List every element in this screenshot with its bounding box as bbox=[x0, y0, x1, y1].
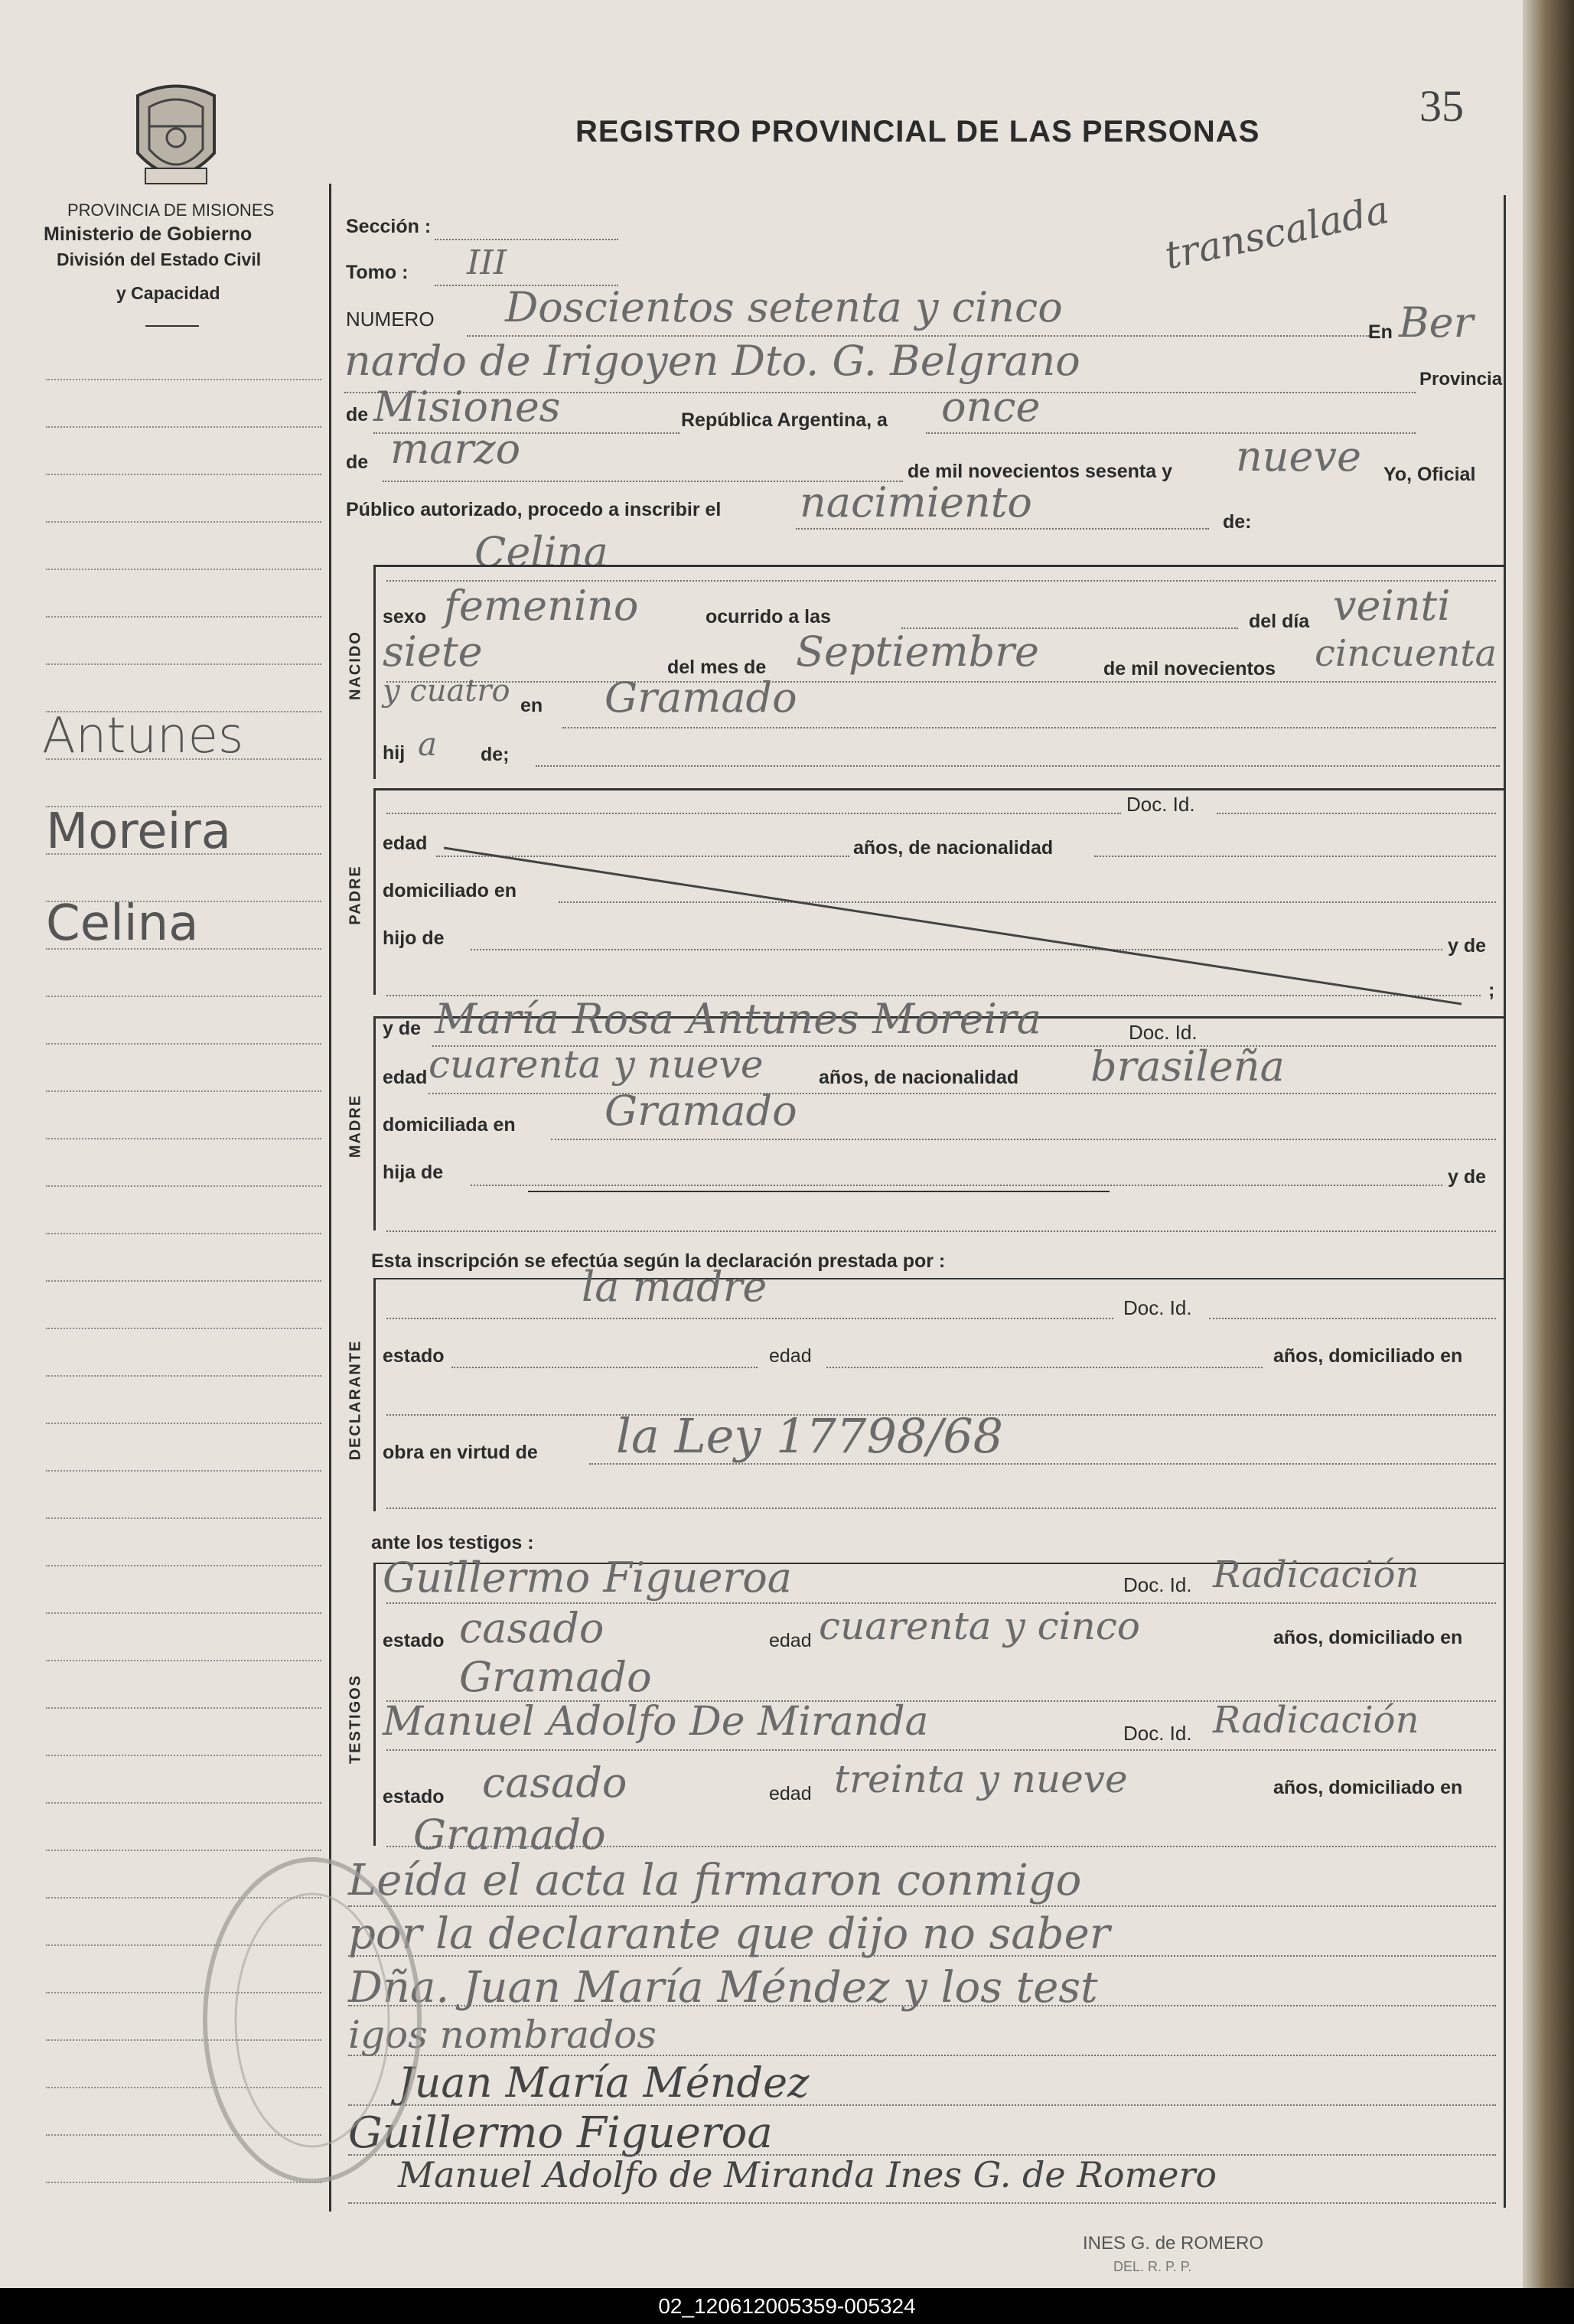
authority-line-2: Ministerio de Gobierno bbox=[44, 223, 253, 245]
dia-value: once bbox=[941, 383, 1041, 431]
margin-rule bbox=[46, 616, 321, 618]
margin-rule bbox=[46, 1660, 321, 1661]
closing-line-4: igos nombrados bbox=[348, 2013, 657, 2057]
officer-stamp-name: INES G. de ROMERO bbox=[1083, 2233, 1264, 2254]
padre-nombre-line bbox=[386, 813, 1121, 814]
testigo2-estado-value: casado bbox=[482, 1758, 627, 1807]
margin-rule bbox=[46, 379, 321, 380]
testigo1-doc-label: Doc. Id. bbox=[1123, 1573, 1192, 1596]
closing-rule-4 bbox=[348, 2055, 1496, 2056]
madre-domicilio-value: Gramado bbox=[605, 1087, 797, 1135]
page-title: REGISTRO PROVINCIAL DE LAS PERSONAS bbox=[575, 115, 1260, 148]
testigo2-edad-label: edad bbox=[769, 1783, 812, 1804]
padre-y-de-label: y de bbox=[1448, 935, 1487, 957]
testigo1-edad-label: edad bbox=[769, 1630, 812, 1651]
closing-line-3: Dña. Juan María Méndez y los test bbox=[348, 1963, 1098, 2013]
declarante-section-label: DECLARANTE bbox=[347, 1339, 364, 1461]
declarante-doc-line bbox=[1209, 1318, 1496, 1319]
anio-label: de mil novecientos sesenta y bbox=[908, 461, 1172, 482]
page-number: 35 bbox=[1419, 81, 1464, 131]
mes-value: marzo bbox=[390, 425, 521, 473]
closing-rule-7 bbox=[348, 2202, 1496, 2204]
seccion-line bbox=[435, 239, 618, 240]
margin-rule bbox=[46, 1185, 321, 1187]
margin-rule bbox=[46, 426, 321, 428]
declarante-intro: Esta inscripción se efectúa según la declaración prestada por : bbox=[371, 1250, 946, 1272]
padre-doc-line bbox=[1217, 813, 1496, 814]
testigo2-domicilio-value: Gramado bbox=[413, 1811, 606, 1859]
nacido-anio-value: cincuenta bbox=[1315, 632, 1497, 675]
authority-line-4: y Capacidad bbox=[116, 283, 220, 303]
padre-bracket bbox=[373, 788, 376, 995]
margin-rule bbox=[46, 1090, 321, 1092]
testigo2-doc-value: Radicación bbox=[1213, 1699, 1419, 1742]
closing-line-1: Leída el acta la firmaron conmigo bbox=[348, 1856, 1082, 1905]
madre-yde-line bbox=[386, 1230, 1496, 1232]
margin-rule bbox=[46, 1138, 321, 1139]
mil-label: de mil novecientos bbox=[1103, 658, 1276, 680]
provincia-label: Provincia bbox=[1419, 369, 1503, 390]
del-dia-label: del día bbox=[1249, 611, 1310, 632]
publico-label: Público autorizado, procedo a inscribir el bbox=[346, 499, 722, 520]
testigo1-estado-label: estado bbox=[383, 1630, 445, 1651]
closing-line-2: por la declarante que dijo no saber bbox=[348, 1909, 1110, 1959]
testigo2-estado-label: estado bbox=[383, 1786, 445, 1807]
testigo2-nombre-line bbox=[386, 1749, 1496, 1751]
nacido-section-label: NACIDO bbox=[347, 631, 364, 700]
nacido-lugar-line bbox=[562, 727, 1496, 728]
madre-y-de-label: y de bbox=[383, 1018, 422, 1039]
madre-y-de2-label: y de bbox=[1448, 1166, 1487, 1188]
testigos-section-label: TESTIGOS bbox=[347, 1674, 364, 1765]
margin-rule bbox=[46, 1565, 321, 1566]
hijo-label: hij bbox=[383, 742, 406, 764]
madre-hija-line bbox=[471, 1185, 1442, 1186]
nacido-bracket bbox=[373, 565, 376, 779]
testigo1-nombre: Guillermo Figueroa bbox=[383, 1553, 792, 1602]
padre-doc-label: Doc. Id. bbox=[1126, 793, 1195, 816]
padre-semicolon: ; bbox=[1488, 979, 1495, 1001]
seccion-label: Sección : bbox=[346, 216, 432, 237]
sexo-value: femenino bbox=[444, 582, 639, 630]
acto-line bbox=[796, 528, 1209, 530]
padre-edad-label: edad bbox=[383, 833, 428, 854]
tomo-value: III bbox=[467, 243, 507, 282]
testigos-intro: ante los testigos : bbox=[371, 1532, 534, 1553]
declarante-top-rule bbox=[373, 1278, 1504, 1279]
sexo-label: sexo bbox=[383, 606, 426, 627]
obra-line-2 bbox=[386, 1508, 1496, 1509]
madre-nombre-value: María Rosa Antunes Moreira bbox=[435, 995, 1041, 1043]
province-seal-icon bbox=[126, 80, 226, 195]
testigo2-nombre: Manuel Adolfo De Miranda bbox=[383, 1699, 929, 1745]
margin-rule bbox=[46, 1328, 321, 1329]
lugar-value-2: nardo de Irigoyen Dto. G. Belgrano bbox=[344, 337, 1080, 385]
testigo2-edad-value: treinta y nueve bbox=[834, 1757, 1128, 1801]
hijo-suffix: a bbox=[418, 725, 438, 763]
nacido-mes-value: Septiembre bbox=[796, 627, 1039, 676]
madre-hija-cancel bbox=[528, 1191, 1110, 1192]
margin-rule bbox=[46, 663, 321, 665]
acto-value: nacimiento bbox=[800, 478, 1032, 526]
madre-doc-label: Doc. Id. bbox=[1129, 1021, 1198, 1044]
madre-edad-line bbox=[429, 1093, 1496, 1094]
official-stamp-icon bbox=[197, 1852, 427, 2189]
testigos-bracket bbox=[373, 1563, 376, 1846]
declarante-nombre-line bbox=[386, 1318, 1113, 1319]
cancel-strike-line bbox=[444, 842, 1469, 1010]
de2-label: de bbox=[346, 451, 369, 473]
frame-right bbox=[1504, 195, 1506, 2208]
margin-rule bbox=[46, 1470, 321, 1472]
nacido-lugar-value: Gramado bbox=[605, 673, 797, 722]
margin-rule bbox=[46, 474, 321, 475]
republica-label: República Argentina, a bbox=[681, 409, 888, 431]
margin-name-1: Antunes bbox=[42, 708, 244, 764]
margin-name-3: Celina bbox=[46, 895, 199, 952]
hijo-de-label: de; bbox=[481, 744, 510, 765]
padre-top-rule bbox=[373, 788, 1504, 790]
madre-nacionalidad-label: años, de nacionalidad bbox=[819, 1067, 1019, 1088]
margin-rule bbox=[46, 1850, 321, 1851]
testigo1-domicilio-value: Gramado bbox=[459, 1653, 652, 1701]
margin-rule bbox=[46, 1043, 321, 1045]
oficial-label: Yo, Oficial bbox=[1383, 464, 1476, 485]
de-label: de bbox=[346, 404, 369, 425]
provincia-value: Misiones bbox=[373, 383, 561, 431]
authority-line-1: PROVINCIA DE MISIONES bbox=[67, 200, 275, 220]
closing-rule-6 bbox=[348, 2154, 1496, 2156]
del-mes-label: del mes de bbox=[667, 657, 767, 678]
transfer-annotation: transcalada bbox=[1161, 187, 1393, 279]
declarante-doc-label: Doc. Id. bbox=[1123, 1296, 1192, 1319]
madre-nacionalidad-value: brasileña bbox=[1090, 1042, 1285, 1090]
margin-rule bbox=[46, 1280, 321, 1282]
declarante-edad-label: edad bbox=[769, 1345, 812, 1367]
margin-rule bbox=[46, 569, 321, 570]
testigo2-domicilio-label: años, domiciliado en bbox=[1273, 1777, 1463, 1798]
madre-domicilio-label: domiciliada en bbox=[383, 1114, 516, 1136]
closing-rule-1 bbox=[348, 1905, 1496, 1907]
closing-rule-5 bbox=[348, 2104, 1496, 2106]
declarante-estado-line bbox=[451, 1367, 758, 1368]
margin-name-2: Moreira bbox=[46, 803, 231, 860]
anio-value: nueve bbox=[1236, 432, 1361, 481]
madre-edad-label: edad bbox=[383, 1067, 428, 1088]
ocurrido-label: ocurrido a las bbox=[706, 606, 831, 627]
hijo-line bbox=[536, 765, 1500, 767]
declarante-bracket bbox=[373, 1278, 376, 1511]
madre-bracket bbox=[373, 1016, 376, 1230]
nacido-dia-value: veinti bbox=[1333, 582, 1451, 630]
testigo1-domicilio-label: años, domiciliado en bbox=[1273, 1627, 1463, 1648]
obra-value: la Ley 17798/68 bbox=[616, 1408, 1004, 1464]
testigo2-domicilio-line bbox=[386, 1846, 1496, 1847]
obra-line bbox=[589, 1463, 1496, 1465]
madre-hija-label: hija de bbox=[383, 1162, 444, 1183]
testigo1-doc-value: Radicación bbox=[1213, 1553, 1419, 1596]
lugar-value-1: Ber bbox=[1399, 298, 1474, 347]
margin-rule bbox=[46, 1707, 321, 1709]
signature-2: Guillermo Figueroa bbox=[348, 2108, 773, 2158]
padre-nacionalidad-label: años, de nacionalidad bbox=[853, 837, 1054, 859]
declarante-domicilio-label: años, domiciliado en bbox=[1273, 1345, 1463, 1367]
nacido-en-label: en bbox=[520, 695, 543, 716]
margin-rule bbox=[46, 1375, 321, 1377]
margin-rule bbox=[46, 1802, 321, 1804]
testigo1-estado-value: casado bbox=[459, 1604, 605, 1652]
officer-stamp-sub: DEL. R. P. P. bbox=[1113, 2259, 1192, 2274]
margin-rule bbox=[46, 1233, 321, 1234]
madre-domicilio-line bbox=[551, 1139, 1496, 1140]
signature-3: Manuel Adolfo de Miranda Ines G. de Romero bbox=[398, 2154, 1217, 2195]
nombre-value: Celina bbox=[474, 528, 608, 576]
closing-rule-3 bbox=[348, 2005, 1496, 2006]
nacido-anio-value-2: y cuatro bbox=[383, 673, 510, 709]
image-id-footer: 02_120612005359-005324 bbox=[0, 2288, 1574, 2324]
margin-rule bbox=[46, 521, 321, 523]
madre-edad-value: cuarenta y nueve bbox=[429, 1042, 764, 1087]
fecha-line bbox=[386, 681, 1496, 683]
margin-rule bbox=[46, 996, 321, 997]
numero-label: NUMERO bbox=[346, 308, 435, 331]
obra-label: obra en virtud de bbox=[383, 1442, 538, 1463]
nacido-dia-value-2: siete bbox=[383, 627, 483, 676]
numero-value: Doscientos setenta y cinco bbox=[505, 283, 1063, 331]
declarante-edad-line bbox=[826, 1367, 1263, 1368]
margin-rule bbox=[46, 1423, 321, 1424]
padre-domicilio-label: domiciliado en bbox=[383, 880, 517, 901]
en-label: En bbox=[1368, 321, 1393, 343]
de3-label: de: bbox=[1223, 511, 1252, 533]
authority-line-3: División del Estado Civil bbox=[57, 249, 262, 269]
declarante-estado-label: estado bbox=[383, 1345, 445, 1367]
margin-rule bbox=[46, 1612, 321, 1614]
closing-rule-2 bbox=[348, 1955, 1496, 1957]
madre-section-label: MADRE bbox=[347, 1094, 364, 1159]
padre-section-label: PADRE bbox=[347, 865, 364, 925]
margin-rule bbox=[46, 1755, 321, 1756]
tomo-label: Tomo : bbox=[346, 262, 409, 283]
declarante-nombre-value: la madre bbox=[582, 1263, 767, 1311]
signature-1: Juan María Méndez bbox=[398, 2058, 810, 2107]
book-spine bbox=[1523, 0, 1574, 2288]
padre-hijo-label: hijo de bbox=[383, 927, 445, 949]
nacido-top-rule bbox=[373, 565, 1504, 567]
margin-rule bbox=[46, 1517, 321, 1519]
testigo1-edad-value: cuarenta y cinco bbox=[819, 1604, 1140, 1648]
divider bbox=[145, 325, 199, 327]
testigo2-doc-label: Doc. Id. bbox=[1123, 1722, 1192, 1745]
